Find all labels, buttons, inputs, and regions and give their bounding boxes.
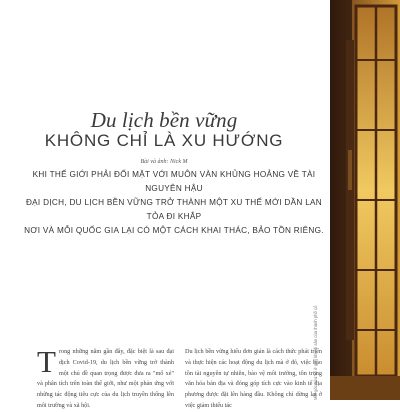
window-photo-image: [330, 0, 400, 400]
body-column-right: [185, 347, 322, 412]
article-title: Du lịch bền vững: [90, 108, 238, 132]
intro-line: KHI THẾ GIỚI PHẢI ĐỐI MẶT VỚI MUÔN VÀN KHỦNG HOẢNG VỀ TÀI NGUYÊN HẬU: [32, 170, 316, 193]
byline: Bài và ảnh: Nick M: [140, 159, 188, 165]
drop-cap: T: [37, 344, 56, 379]
body-text: Du lịch bền vững hiểu đơn giản là cách thức phát triển và thực hiện các hoạt động du lịch mà ở đó, việc bảo tồn tài nguyên tự nhiên, bảo vệ môi trường, tôn trọng văn hóa bản địa và đóng góp tích cực vào kinh tế địa phương được đặt lên hàng đầu. Không chỉ dừng lại ở việc giảm thiểu tác: [185, 348, 322, 409]
body-text: rong những năm gần đây, đặc biệt là sau đại dịch Covid-19, du lịch bền vững trở thành một chủ đề quan trọng được đưa ra "mổ xẻ" và phân tích trên toàn thế giới, như một phản ứng với những tác động tiêu cực của du lịch truyền thống lên môi trường và xã hội.: [37, 348, 174, 409]
intro-paragraph: [24, 168, 324, 238]
article-subtitle: KHÔNG CHỈ LÀ XU HƯỚNG: [44, 131, 284, 150]
window-photo: [330, 0, 400, 400]
photo-credit: Một góc cửa sổ ở gần khu di sản của thành phố cổ: [313, 305, 318, 400]
intro-line: NƠI VÀ MỖI QUỐC GIA LẠI CÓ MỘT CÁCH KHAI THÁC, BẢO TỒN RIÊNG.: [24, 226, 324, 235]
intro-line: ĐẠI DỊCH, DU LỊCH BỀN VỮNG TRỞ THÀNH MỘT XU THẾ MỚI DẦN LAN TỎA ĐI KHẮP: [25, 198, 323, 221]
body-column-left: [37, 344, 174, 412]
